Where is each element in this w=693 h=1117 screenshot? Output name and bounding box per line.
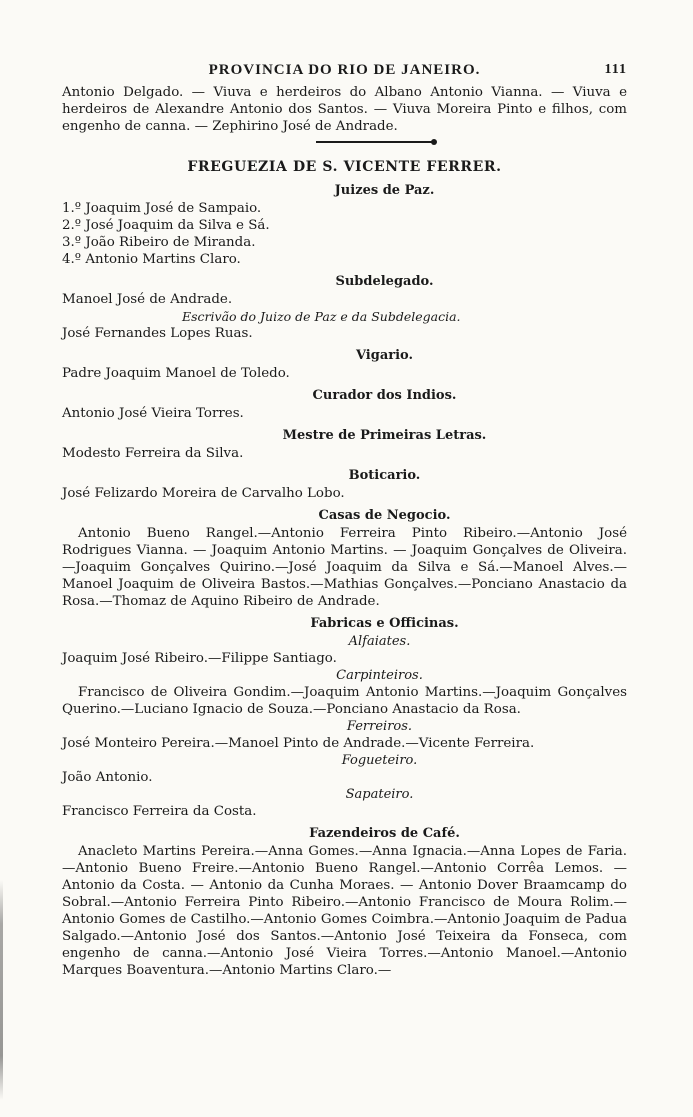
sapateiro-text: Francisco Ferreira da Costa. <box>62 804 257 819</box>
list-item: 1.º Joaquim José de Sampaio. <box>62 201 262 216</box>
page-title: PROVINCIA DO RIO DE JANEIRO. <box>208 62 481 78</box>
section-divider <box>316 141 434 143</box>
list-item: 2.º José Joaquim da Silva e Sá. <box>62 218 270 233</box>
fazendeiros-heading: Fazendeiros de Café. <box>309 826 460 841</box>
running-head <box>62 62 627 84</box>
vigario-heading: Vigario. <box>355 348 414 363</box>
boticario-heading: Boticario. <box>348 468 421 483</box>
curador-heading: Curador dos Indios. <box>312 388 457 403</box>
casas-heading: Casas de Negocio. <box>318 508 451 523</box>
juizes-heading: Juizes de Paz. <box>334 183 435 198</box>
ferreiros-text: José Monteiro Pereira.—Manoel Pinto de Andrade.—Vicente Ferreira. <box>62 736 535 751</box>
fazendeiros-text: Anacleto Martins Pereira.—Anna Gomes.—Anna Ignacia.—Anna Lopes de Faria.—Antonio Bueno Freire.—Antonio Bueno Rangel.—Antonio Corrêa Lemos. — Antonio da Costa. — Antonio da Cunha Moraes. — Antonio Dover Braamcamp do Sobral.—Antonio Ferreira Pinto Ribeiro.—Antonio Francisco de Moura Rolim.—Antonio Gomes de Castilho.—Antonio Gomes Coimbra.—Antonio Joaquim de Padua Salgado.—Antonio José dos Santos.—Antonio José Teixeira da Fonseca, com engenho de canna.—Antonio José Vieira Torres.—Antonio Manoel.—Antonio Marques Boaventura.—Antonio Martins Claro.— <box>62 844 627 978</box>
curador-name: Antonio José Vieira Torres. <box>62 406 244 421</box>
sapateiro-heading: Sapateiro. <box>345 787 414 802</box>
page <box>62 62 627 979</box>
boticario-name: José Felizardo Moreira de Carvalho Lobo. <box>62 486 345 501</box>
ferreiros-heading: Ferreiros. <box>346 719 413 734</box>
juizes-list <box>62 200 627 268</box>
carpinteiros-heading: Carpinteiros. <box>336 668 423 683</box>
scan-edge-shadow <box>0 880 3 1100</box>
casas-text: Antonio Bueno Rangel.—Antonio Ferreira Pinto Ribeiro.—Antonio José Rodrigues Vianna. — Joaquim Antonio Martins. — Joaquim Gonçalves de Oliveira.—Joaquim Gonçalves Quirino.—José Joaquim da Silva e Sá.—Manoel Alves.—Manoel Joaquim de Oliveira Bastos.—Mathias Gonçalves.—Ponciano Anastacio da Rosa.—Thomaz de Aquino Ribeiro de Andrade. <box>62 526 627 609</box>
alfaiates-heading: Alfaiates. <box>348 634 411 649</box>
escrivao-heading: Escrivão do Juizo de Paz e da Subdelegacia. <box>182 309 461 324</box>
alfaiates-text: Joaquim José Ribeiro.—Filippe Santiago. <box>62 651 337 666</box>
carpinteiros-text: Francisco de Oliveira Gondim.—Joaquim Antonio Martins.—Joaquim Gonçalves Querino.—Luciano Ignacio de Souza.—Ponciano Anastacio da Rosa. <box>62 685 627 717</box>
subdelegado-name: Manoel José de Andrade. <box>62 292 233 307</box>
list-item: 4.º Antonio Martins Claro. <box>62 252 241 267</box>
mestre-name: Modesto Ferreira da Silva. <box>62 446 244 461</box>
list-item: 3.º João Ribeiro de Miranda. <box>62 235 256 250</box>
fogueteiro-heading: Fogueteiro. <box>341 753 418 768</box>
subdelegado-heading: Subdelegado. <box>335 274 434 289</box>
vigario-name: Padre Joaquim Manoel de Toledo. <box>62 366 290 381</box>
fabricas-heading: Fabricas e Officinas. <box>310 616 459 631</box>
intro-paragraph: Antonio Delgado. — Viuva e herdeiros do Albano Antonio Vianna. — Viuva e herdeiros de Alexandre Antonio dos Santos. — Viuva Moreira Pinto e filhos, com engenho de canna. — Zephirino José de Andrade. <box>62 85 627 134</box>
fogueteiro-text: João Antonio. <box>62 770 153 785</box>
mestre-heading: Mestre de Primeiras Letras. <box>282 428 487 443</box>
page-number: 111 <box>604 62 627 77</box>
freguezia-title: FREGUEZIA DE S. VICENTE FERRER. <box>187 159 502 175</box>
escrivao-name: José Fernandes Lopes Ruas. <box>62 326 253 341</box>
